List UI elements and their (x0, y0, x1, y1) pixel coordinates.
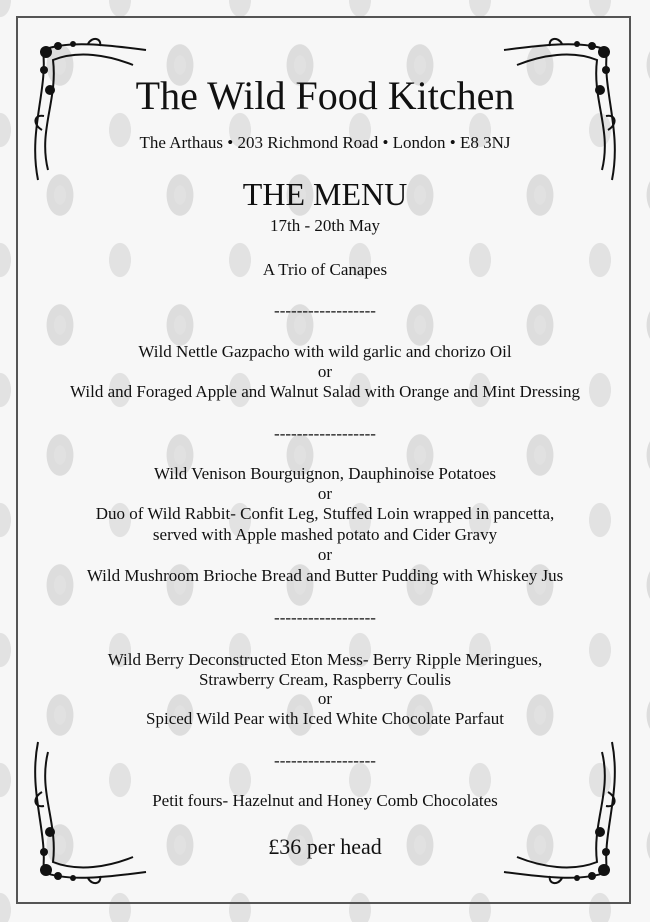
menu-dates: 17th - 20th May (269, 216, 381, 235)
price: £36 per head (268, 834, 382, 859)
menu-heading: THE MENU (242, 176, 408, 212)
main-item: Wild Mushroom Brioche Bread and Butter Pudding with Whiskey Jus (86, 566, 564, 585)
main-item: Duo of Wild Rabbit- Confit Leg, Stuffed Loin wrapped in pancetta, (95, 504, 555, 523)
or-divider: or (317, 545, 333, 564)
petit-fours: Petit fours- Hazelnut and Honey Comb Chocolates (152, 791, 498, 810)
separator: ------------------ (274, 424, 376, 443)
or-divider: or (317, 484, 333, 503)
main-item: Wild Venison Bourguignon, Dauphinoise Potatoes (154, 464, 496, 483)
or-divider: or (317, 689, 333, 708)
canapes: A Trio of Canapes (262, 260, 388, 279)
or-divider: or (317, 362, 333, 381)
starter-item: Wild Nettle Gazpacho with wild garlic and chorizo Oil (138, 342, 512, 361)
dessert-item: Wild Berry Deconstructed Eton Mess- Berry Ripple Meringues, (107, 650, 543, 669)
main-item-continued: served with Apple mashed potato and Cider Gravy (152, 525, 498, 544)
starter-item: Wild and Foraged Apple and Walnut Salad with Orange and Mint Dressing (70, 382, 580, 401)
restaurant-title: The Wild Food Kitchen (135, 73, 515, 118)
dessert-item-continued: Strawberry Cream, Raspberry Coulis (198, 670, 452, 689)
separator: ------------------ (274, 608, 376, 627)
separator: ------------------ (274, 301, 376, 320)
address: The Arthaus • 203 Richmond Road • London • E8 3NJ (139, 133, 511, 152)
separator: ------------------ (274, 751, 376, 770)
dessert-item: Spiced Wild Pear with Iced White Chocolate Parfaut (146, 709, 504, 728)
